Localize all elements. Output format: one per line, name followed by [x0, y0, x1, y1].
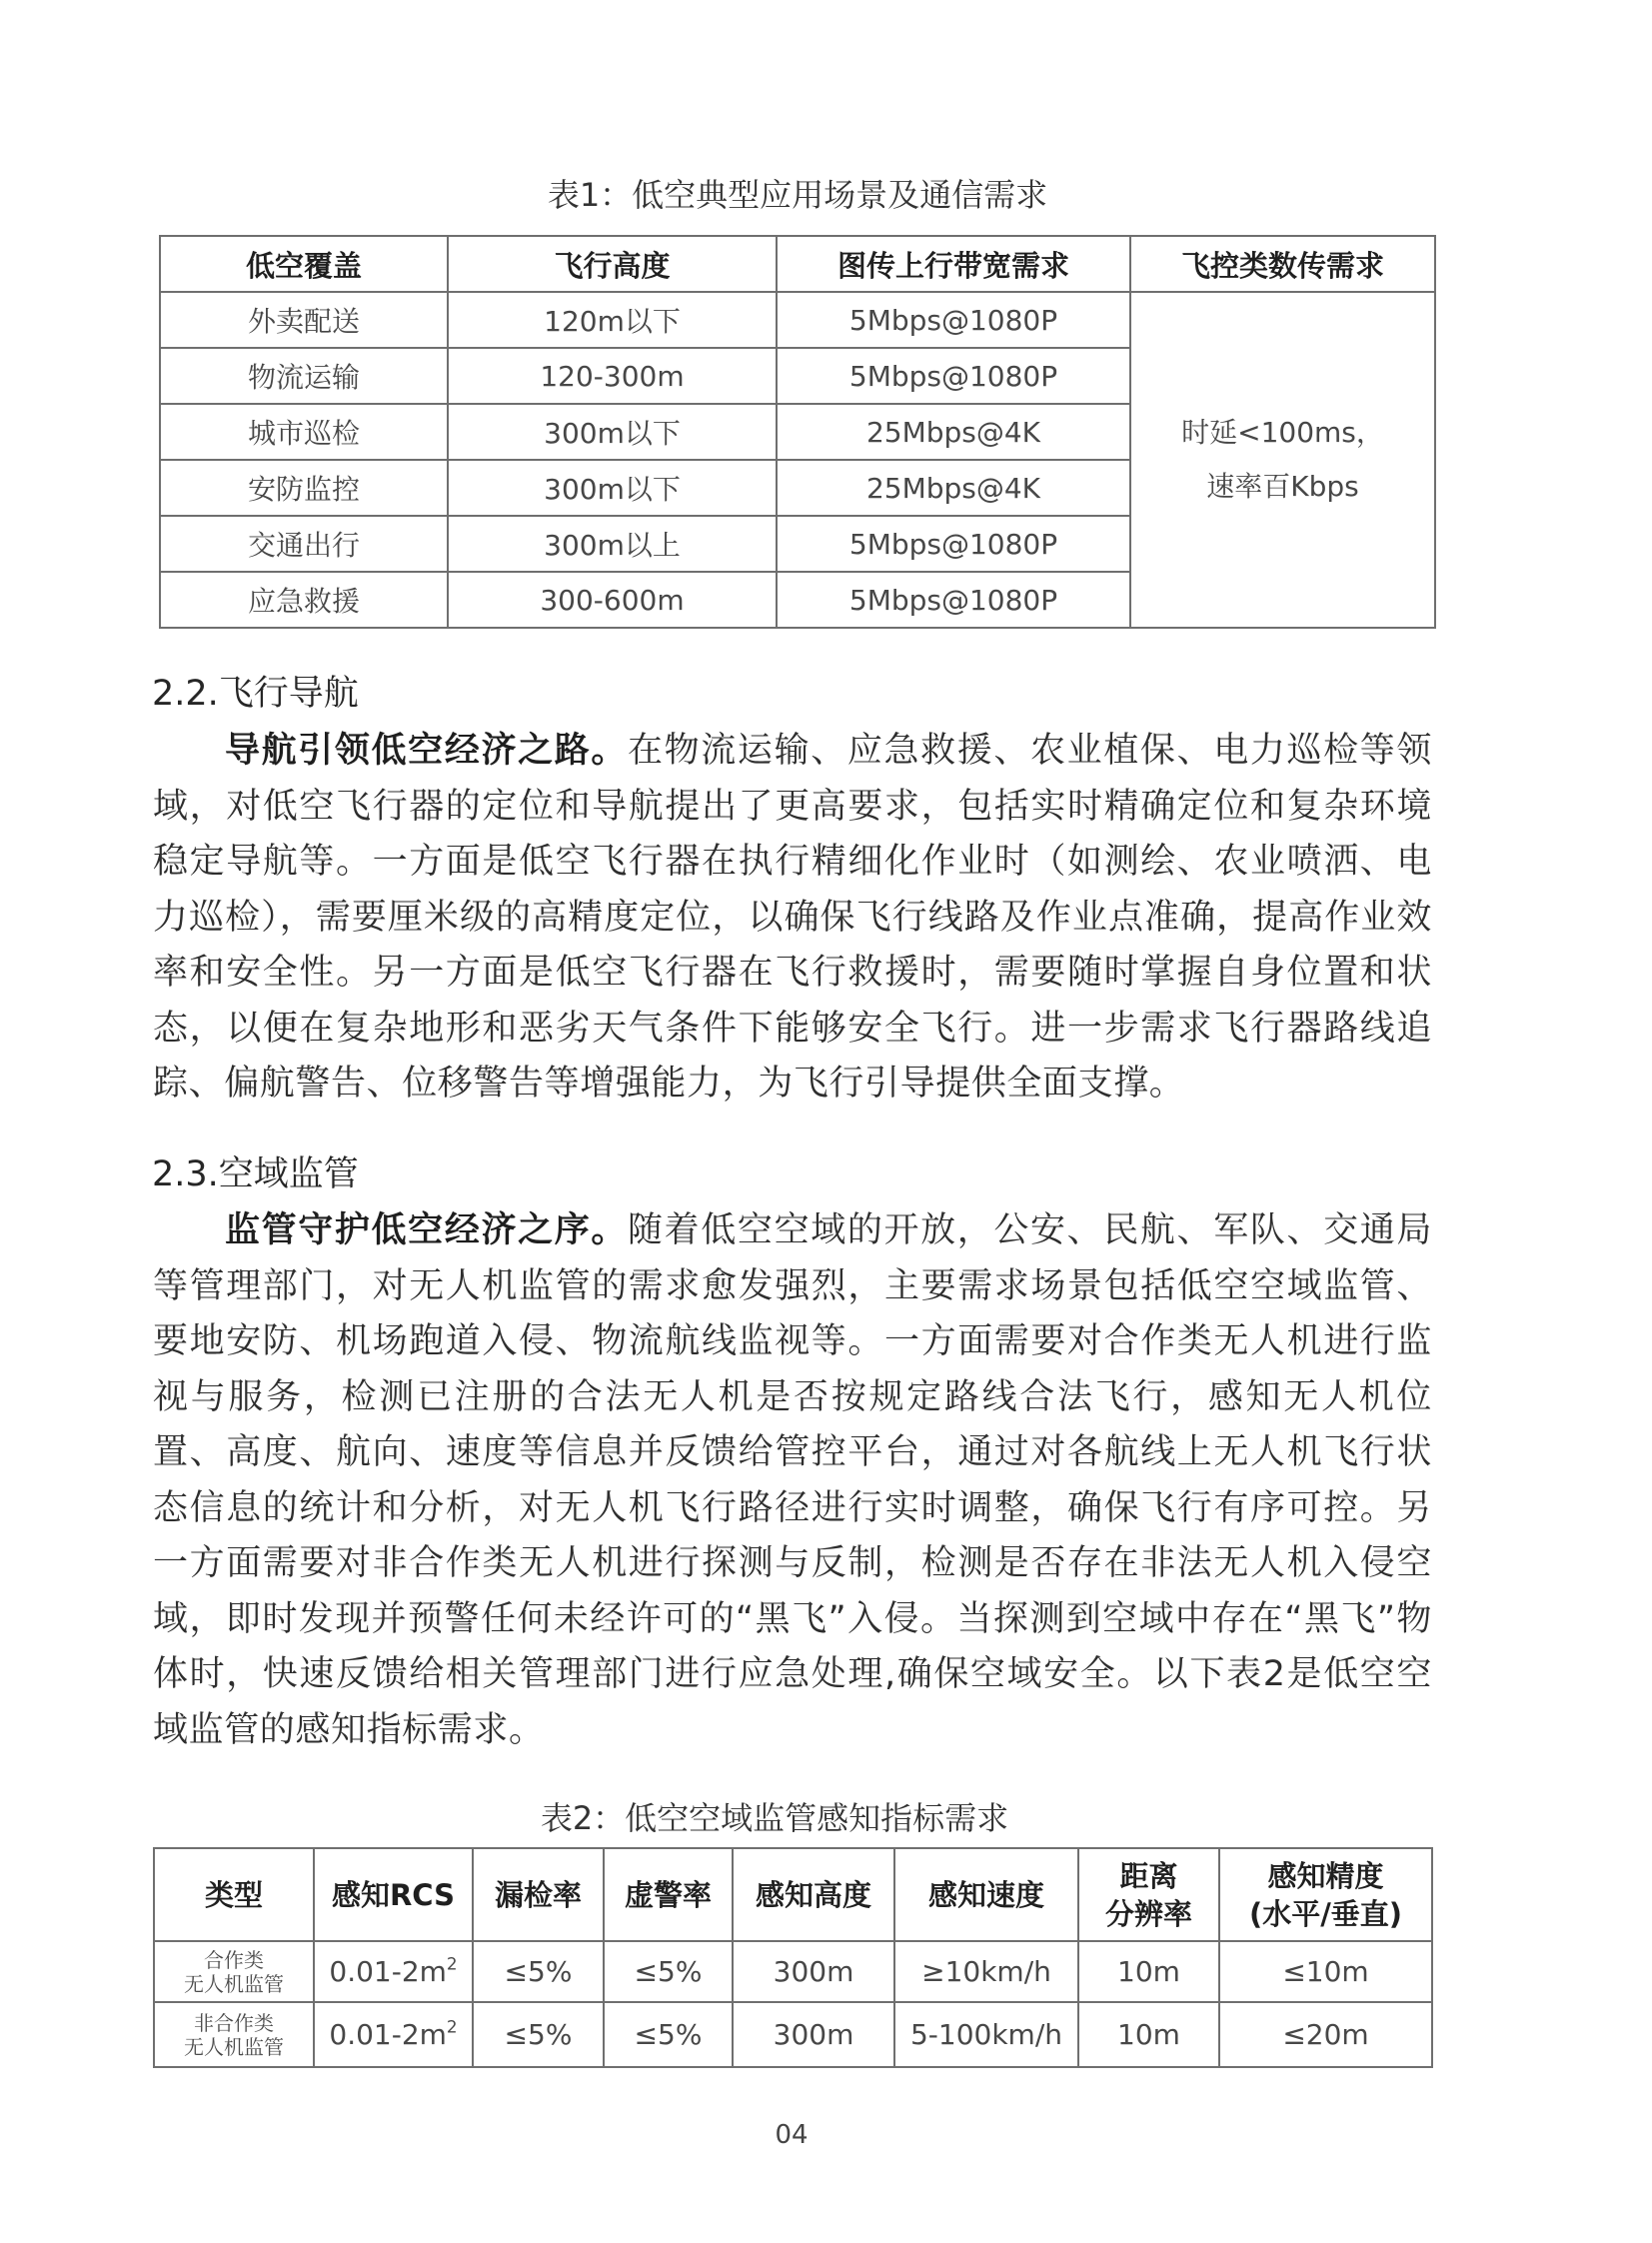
section-2-2-paragraph: [153, 724, 1432, 1113]
table1-cell-altitude: 120-300m: [448, 348, 777, 404]
table2-cell-miss-rate: ≤5%: [473, 2002, 604, 2067]
table1-cell-scene: 安防监控: [160, 460, 448, 516]
table2-caption: 表2：低空空域监管感知指标需求: [540, 1799, 1009, 1837]
table2-header-miss-rate: 漏检率: [473, 1848, 604, 1941]
table1-cell-uplink: 5Mbps@1080P: [777, 292, 1130, 348]
table1-cell-altitude: 300m以下: [448, 460, 777, 516]
table-row: [160, 292, 1435, 348]
table2-cell-speed: ≥10km/h: [894, 1941, 1078, 2002]
table1-cell-altitude: 300m以下: [448, 404, 777, 460]
range-resolution-line1: 距离: [1119, 1858, 1178, 1893]
type-line1: 合作类: [204, 1947, 264, 1972]
rcs-exponent: 2: [446, 1953, 458, 1974]
section-2-3-paragraph: [153, 1203, 1432, 1758]
table1-cell-altitude: 300m以上: [448, 516, 777, 572]
range-resolution-line2: 分辨率: [1104, 1896, 1192, 1931]
type-line2: 无人机监管: [184, 2034, 284, 2059]
rcs-value: 0.01-2m: [329, 2018, 447, 2051]
table2-cell-type: [154, 2002, 314, 2067]
table1-header-row: [160, 236, 1435, 292]
table2-cell-accuracy: ≤10m: [1219, 1941, 1432, 2002]
table2-cell-range-resolution: 10m: [1078, 1941, 1219, 2002]
section-2-2-lead: 导航引领低空经济之路。: [225, 731, 629, 771]
table2-airspace-sensing-requirements: [153, 1847, 1433, 2068]
table2-header-row: [154, 1848, 1432, 1941]
table1-cell-scene: 物流运输: [160, 348, 448, 404]
table1-cell-uplink: 5Mbps@1080P: [777, 348, 1130, 404]
type-line2: 无人机监管: [184, 1971, 284, 1996]
table2-cell-rcs: [314, 2002, 473, 2067]
table2-cell-type: [154, 1941, 314, 2002]
table1-cell-uplink: 25Mbps@4K: [777, 460, 1130, 516]
table2-cell-miss-rate: ≤5%: [473, 1941, 604, 2002]
table1-header-coverage: 低空覆盖: [160, 236, 448, 292]
table1-cell-scene: 城市巡检: [160, 404, 448, 460]
type-line1: 非合作类: [194, 2010, 274, 2035]
control-requirement-rate: 速率百Kbps: [1206, 470, 1359, 503]
table-row: [154, 1941, 1432, 2002]
page-number: 04: [775, 2120, 809, 2150]
table1-cell-scene: 交通出行: [160, 516, 448, 572]
control-requirement-latency: 时延<100ms，: [1181, 416, 1384, 449]
rcs-value: 0.01-2m: [329, 1955, 447, 1988]
table1-header-control: 飞控类数传需求: [1130, 236, 1435, 292]
section-2-2-body: 在物流运输、应急救援、农业植保、电力巡检等领域，对低空飞行器的定位和导航提出了更高要求，包括实时精确定位和复杂环境稳定导航等。一方面是低空飞行器在执行精细化作业时（如测绘、农业喷洒、电力巡检），需要厘米级的高精度定位，以确保飞行线路及作业点准确，提高作业效率和安全性。另一方面是低空飞行器在飞行救援时，需要随时掌握自身位置和状态，以便在复杂地形和恶劣天气条件下能够安全飞行。进一步需求飞行器路线追踪、偏航警告、位移警告等增强能力，为飞行引导提供全面支撑。: [153, 731, 1432, 1104]
section-2-3-body: 随着低空空域的开放，公安、民航、军队、交通局等管理部门，对无人机监管的需求愈发强烈，主要需求场景包括低空空域监管、要地安防、机场跑道入侵、物流航线监视等。一方面需要对合作类无人机进行监视与服务，检测已注册的合法无人机是否按规定路线合法飞行，感知无人机位置、高度、航向、速度等信息并反馈给管控平台，通过对各航线上无人机飞行状态信息的统计和分析，对无人机飞行路径进行实时调整，确保飞行有序可控。另一方面需要对非合作类无人机进行探测与反制，检测是否存在非法无人机入侵空域，即时发现并预警任何未经许可的“黑飞”入侵。当探测到空域中存在“黑飞”物体时，快速反馈给相关管理部门进行应急处理,确保空域安全。以下表2是低空空域监管的感知指标需求。: [153, 1210, 1432, 1750]
table2-cell-height: 300m: [733, 2002, 894, 2067]
table2-cell-false-alarm: ≤5%: [604, 2002, 733, 2067]
table1-cell-scene: 应急救援: [160, 572, 448, 628]
table1-cell-altitude: 300-600m: [448, 572, 777, 628]
section-2-2-heading: 2.2.飞行导航: [152, 674, 359, 714]
table1-cell-control-requirement: [1130, 292, 1435, 628]
table2-cell-speed: 5-100km/h: [894, 2002, 1078, 2067]
table2-header-type: 类型: [154, 1848, 314, 1941]
table1-application-scenarios: [159, 235, 1436, 629]
table1-header-altitude: 飞行高度: [448, 236, 777, 292]
table2-cell-height: 300m: [733, 1941, 894, 2002]
table1-cell-uplink: 5Mbps@1080P: [777, 572, 1130, 628]
table1-caption: 表1：低空典型应用场景及通信需求: [547, 176, 1048, 214]
table2-cell-rcs: [314, 1941, 473, 2002]
table2-header-rcs: 感知RCS: [314, 1848, 473, 1941]
table1-cell-uplink: 25Mbps@4K: [777, 404, 1130, 460]
rcs-exponent: 2: [446, 2016, 458, 2037]
table-row: [154, 2002, 1432, 2067]
table1-cell-scene: 外卖配送: [160, 292, 448, 348]
table2-header-false-alarm: 虚警率: [604, 1848, 733, 1941]
table1-header-uplink: 图传上行带宽需求: [777, 236, 1130, 292]
table2-header-speed: 感知速度: [894, 1848, 1078, 1941]
table2-header-accuracy: [1219, 1848, 1432, 1941]
table2-header-range-resolution: [1078, 1848, 1219, 1941]
table2-cell-false-alarm: ≤5%: [604, 1941, 733, 2002]
section-2-3-heading: 2.3.空域监管: [152, 1154, 359, 1194]
accuracy-line2: (水平/垂直): [1248, 1896, 1403, 1931]
table1-cell-altitude: 120m以下: [448, 292, 777, 348]
section-2-3-lead: 监管守护低空经济之序。: [225, 1210, 629, 1250]
accuracy-line1: 感知精度: [1267, 1858, 1384, 1893]
table2-header-height: 感知高度: [733, 1848, 894, 1941]
table1-cell-uplink: 5Mbps@1080P: [777, 516, 1130, 572]
table2-cell-accuracy: ≤20m: [1219, 2002, 1432, 2067]
table2-cell-range-resolution: 10m: [1078, 2002, 1219, 2067]
